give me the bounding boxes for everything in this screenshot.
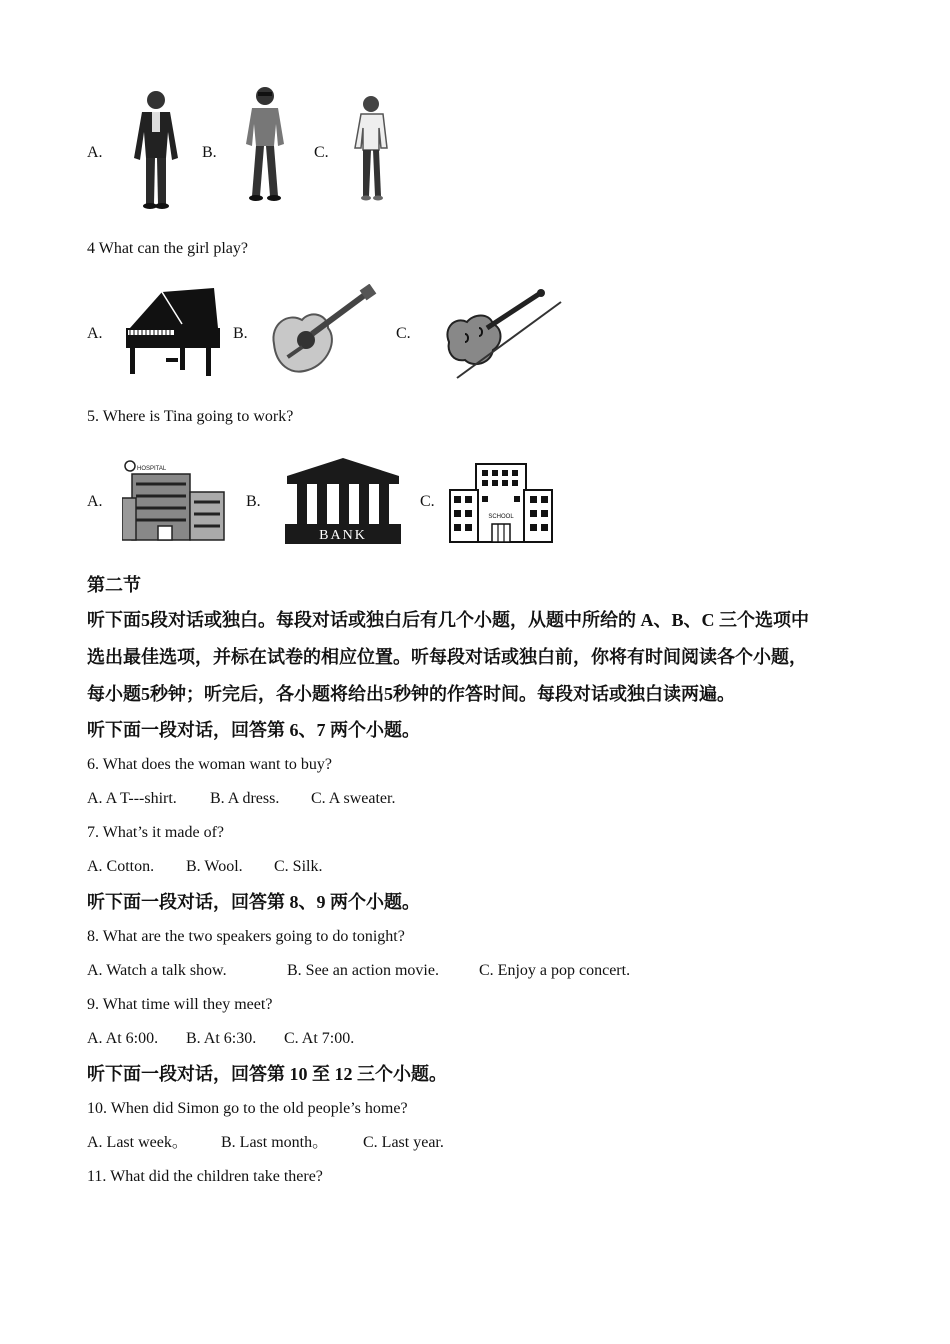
q6-option-a: A. A T---shirt.: [87, 790, 177, 807]
q8-option-c: C. Enjoy a pop concert.: [479, 962, 631, 979]
bank-sign: BANK: [319, 528, 367, 543]
q7-question: 7. What’s it made of?: [87, 824, 224, 841]
man-casual-image: [234, 84, 296, 204]
q10-question: 10. When did Simon go to the old people’s home?: [87, 1100, 408, 1117]
q6-question: 6. What does the woman want to buy?: [87, 756, 332, 773]
q7-option-a: A. Cotton.: [87, 858, 155, 875]
q4-option-b-label: B.: [233, 325, 248, 342]
q5-option-c-label: C.: [420, 493, 435, 510]
school-sign: SCHOOL: [488, 514, 514, 520]
q4-option-a-label: A.: [87, 325, 103, 342]
q5-question: 5. Where is Tina going to work?: [87, 408, 294, 425]
hospital-sign: HOSPITAL: [137, 466, 167, 472]
bank-image: [283, 456, 403, 544]
man-in-suit-image: [122, 88, 190, 210]
q10-option-b: B. Last month。: [221, 1134, 329, 1151]
q5-option-b-label: B.: [246, 493, 261, 510]
q8-option-a: A. Watch a talk show.: [87, 962, 227, 979]
hospital-image: [122, 458, 228, 542]
q7-option-b: B. Wool.: [186, 858, 243, 875]
q5-option-a-label: A.: [87, 493, 103, 510]
q9-option-c: C. At 7:00.: [284, 1030, 355, 1047]
section-heading: 第二节: [87, 575, 141, 595]
q4-question: 4 What can the girl play?: [87, 240, 248, 257]
young-man-image: [347, 92, 397, 204]
school-image: [448, 460, 554, 544]
piano-image: [122, 282, 222, 382]
q9-question: 9. What time will they meet?: [87, 996, 273, 1013]
q6-option-c: C. A sweater.: [311, 790, 396, 807]
guitar-image: [266, 284, 378, 380]
instruction-line-3: 每小题5秒钟；听完后，各小题将给出5秒钟的作答时间。每段对话或独白读两遍。: [87, 684, 735, 704]
group-heading-10-12: 听下面一段对话，回答第 10 至 12 三个小题。: [87, 1064, 447, 1084]
q3-option-b-label: B.: [202, 144, 217, 161]
q11-question: 11. What did the children take there?: [87, 1168, 323, 1185]
q7-option-c: C. Silk.: [274, 858, 323, 875]
q10-option-a: A. Last week。: [87, 1134, 188, 1151]
q3-option-a-label: A.: [87, 144, 103, 161]
instruction-line-2: 选出最佳选项，并标在试卷的相应位置。听每段对话或独白前，你将有时间阅读各个小题，: [87, 647, 807, 667]
q3-option-c-label: C.: [314, 144, 329, 161]
q8-option-b: B. See an action movie.: [287, 962, 439, 979]
group-heading-8-9: 听下面一段对话，回答第 8、9 两个小题。: [87, 892, 420, 912]
violin-image: [443, 288, 565, 382]
q9-option-a: A. At 6:00.: [87, 1030, 159, 1047]
group-heading-6-7: 听下面一段对话，回答第 6、7 两个小题。: [87, 720, 420, 740]
q9-option-b: B. At 6:30.: [186, 1030, 257, 1047]
q8-question: 8. What are the two speakers going to do tonight?: [87, 928, 405, 945]
q10-option-c: C. Last year.: [363, 1134, 444, 1151]
q4-option-c-label: C.: [396, 325, 411, 342]
instruction-line-1: 听下面5段对话或独白。每段对话或独白后有几个小题，从题中所给的 A、B、C 三个选项中: [87, 610, 809, 630]
q6-option-b: B. A dress.: [210, 790, 280, 807]
